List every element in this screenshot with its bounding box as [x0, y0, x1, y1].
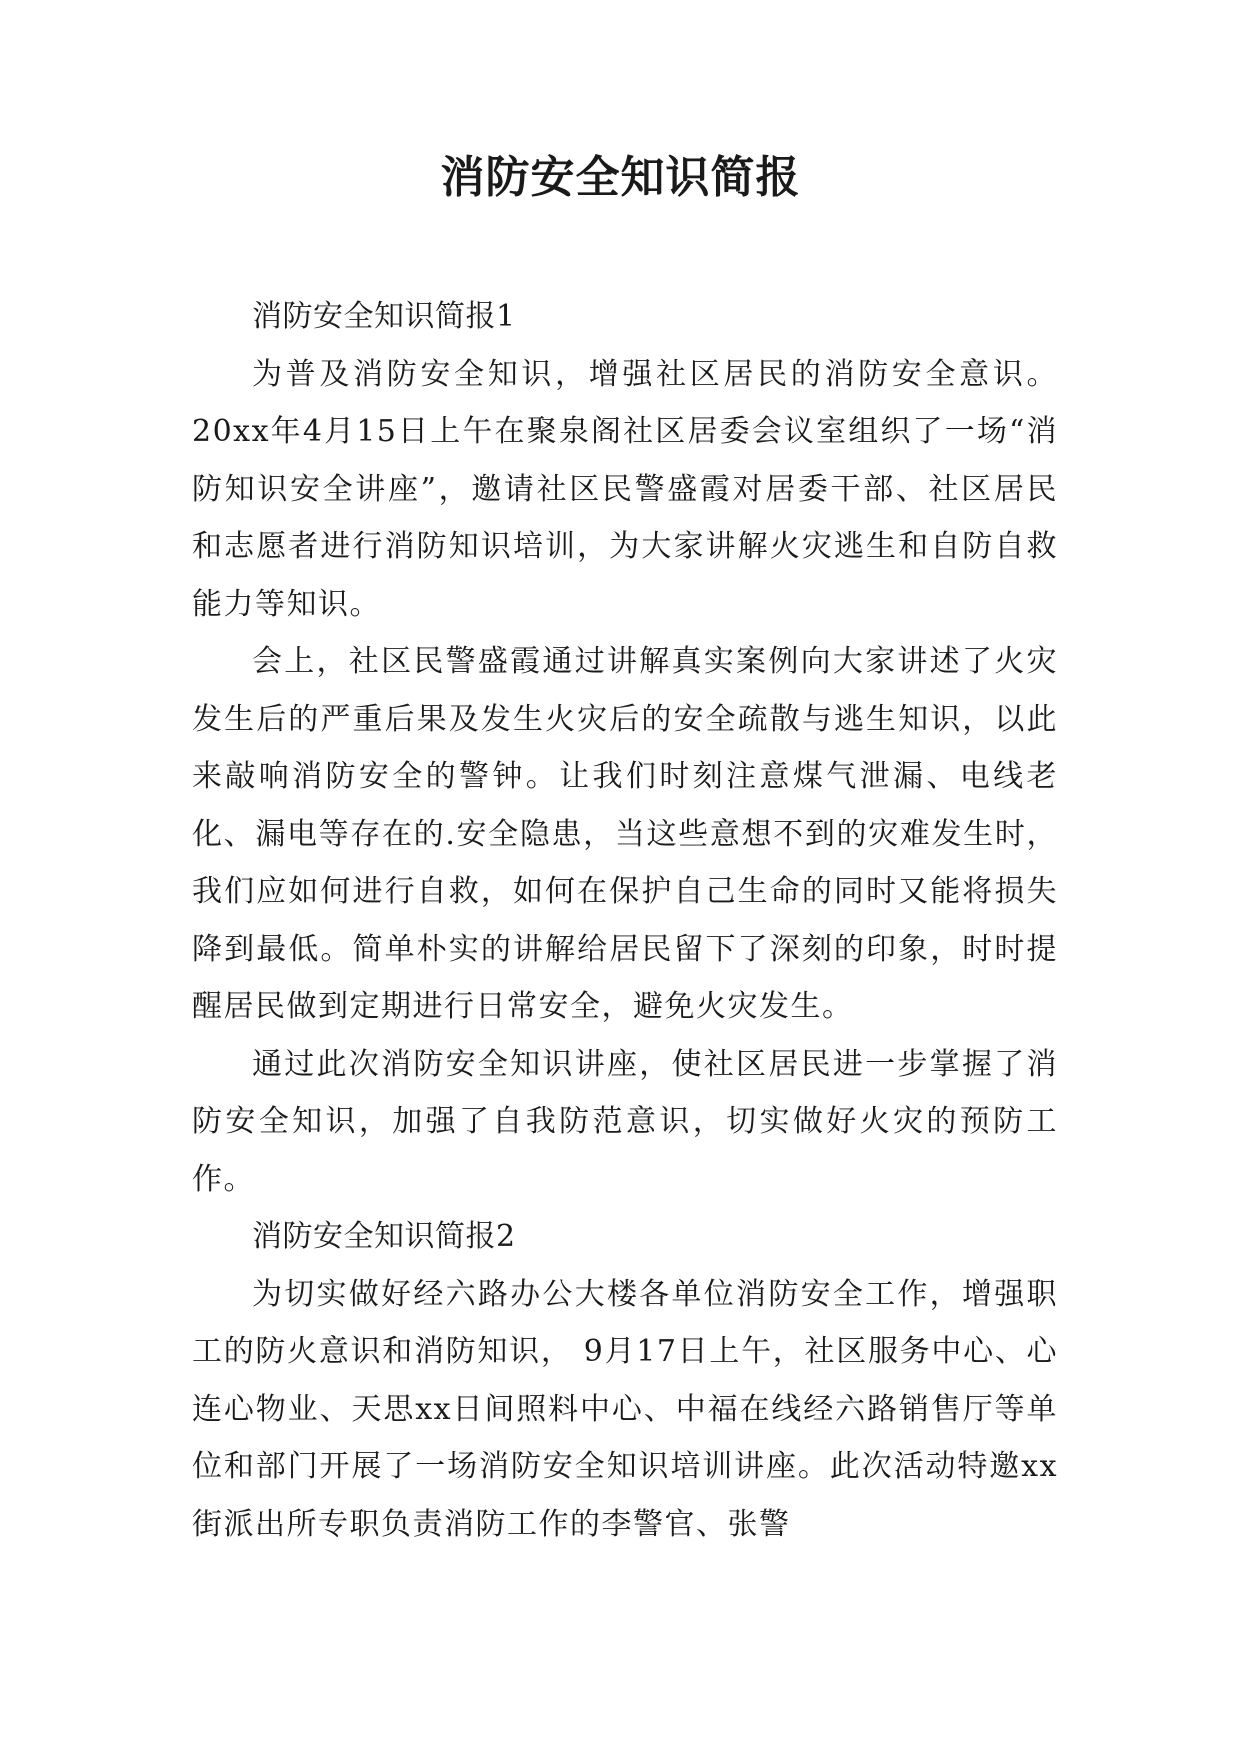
- paragraph: 通过此次消防安全知识讲座，使社区居民进一步掌握了消防安全知识，加强了自我防范意识，切实做好火灾的预防工作。: [192, 1046, 1058, 1197]
- document-title: 消防安全知识简报: [440, 152, 801, 203]
- paragraph: 会上，社区民警盛霞通过讲解真实案例向大家讲述了火灾发生后的严重后果及发生火灾后的安全疏散与逃生知识，以此来敲响消防安全的警钟。让我们时刻注意煤气泄漏、电线老化、漏电等存在的.安全隐患，当这些意想不到的灾难发生时，我们应如何进行自救，如何在保护自己生命的同时又能将损失降到最低。简单朴实的讲解给居民留下了深刻的印象，时时提醒居民做到定期进行日常安全，避免火灾发生。: [192, 644, 1058, 1024]
- document-body: [192, 288, 1058, 1553]
- paragraph: 为切实做好经六路办公大楼各单位消防安全工作，增强职工的防火意识和消防知识， 9月17日上午，社区服务中心、心连心物业、天思xx日间照料中心、中福在线经六路销售厅等单位和部门开展了一场消防安全知识培训讲座。此次活动特邀xx街派出所专职负责消防工作的李警官、张警: [192, 1276, 1058, 1542]
- section-heading-1: 消防安全知识简报1: [252, 299, 516, 334]
- section-heading-2: 消防安全知识简报2: [252, 1219, 516, 1254]
- paragraph: 为普及消防安全知识，增强社区居民的消防安全意识。20xx年4月15日上午在聚泉阁社区居委会议室组织了一场“消防知识安全讲座”，邀请社区民警盛霞对居委干部、社区居民和志愿者进行消防知识培训，为大家讲解火灾逃生和自防自救能力等知识。: [192, 356, 1058, 622]
